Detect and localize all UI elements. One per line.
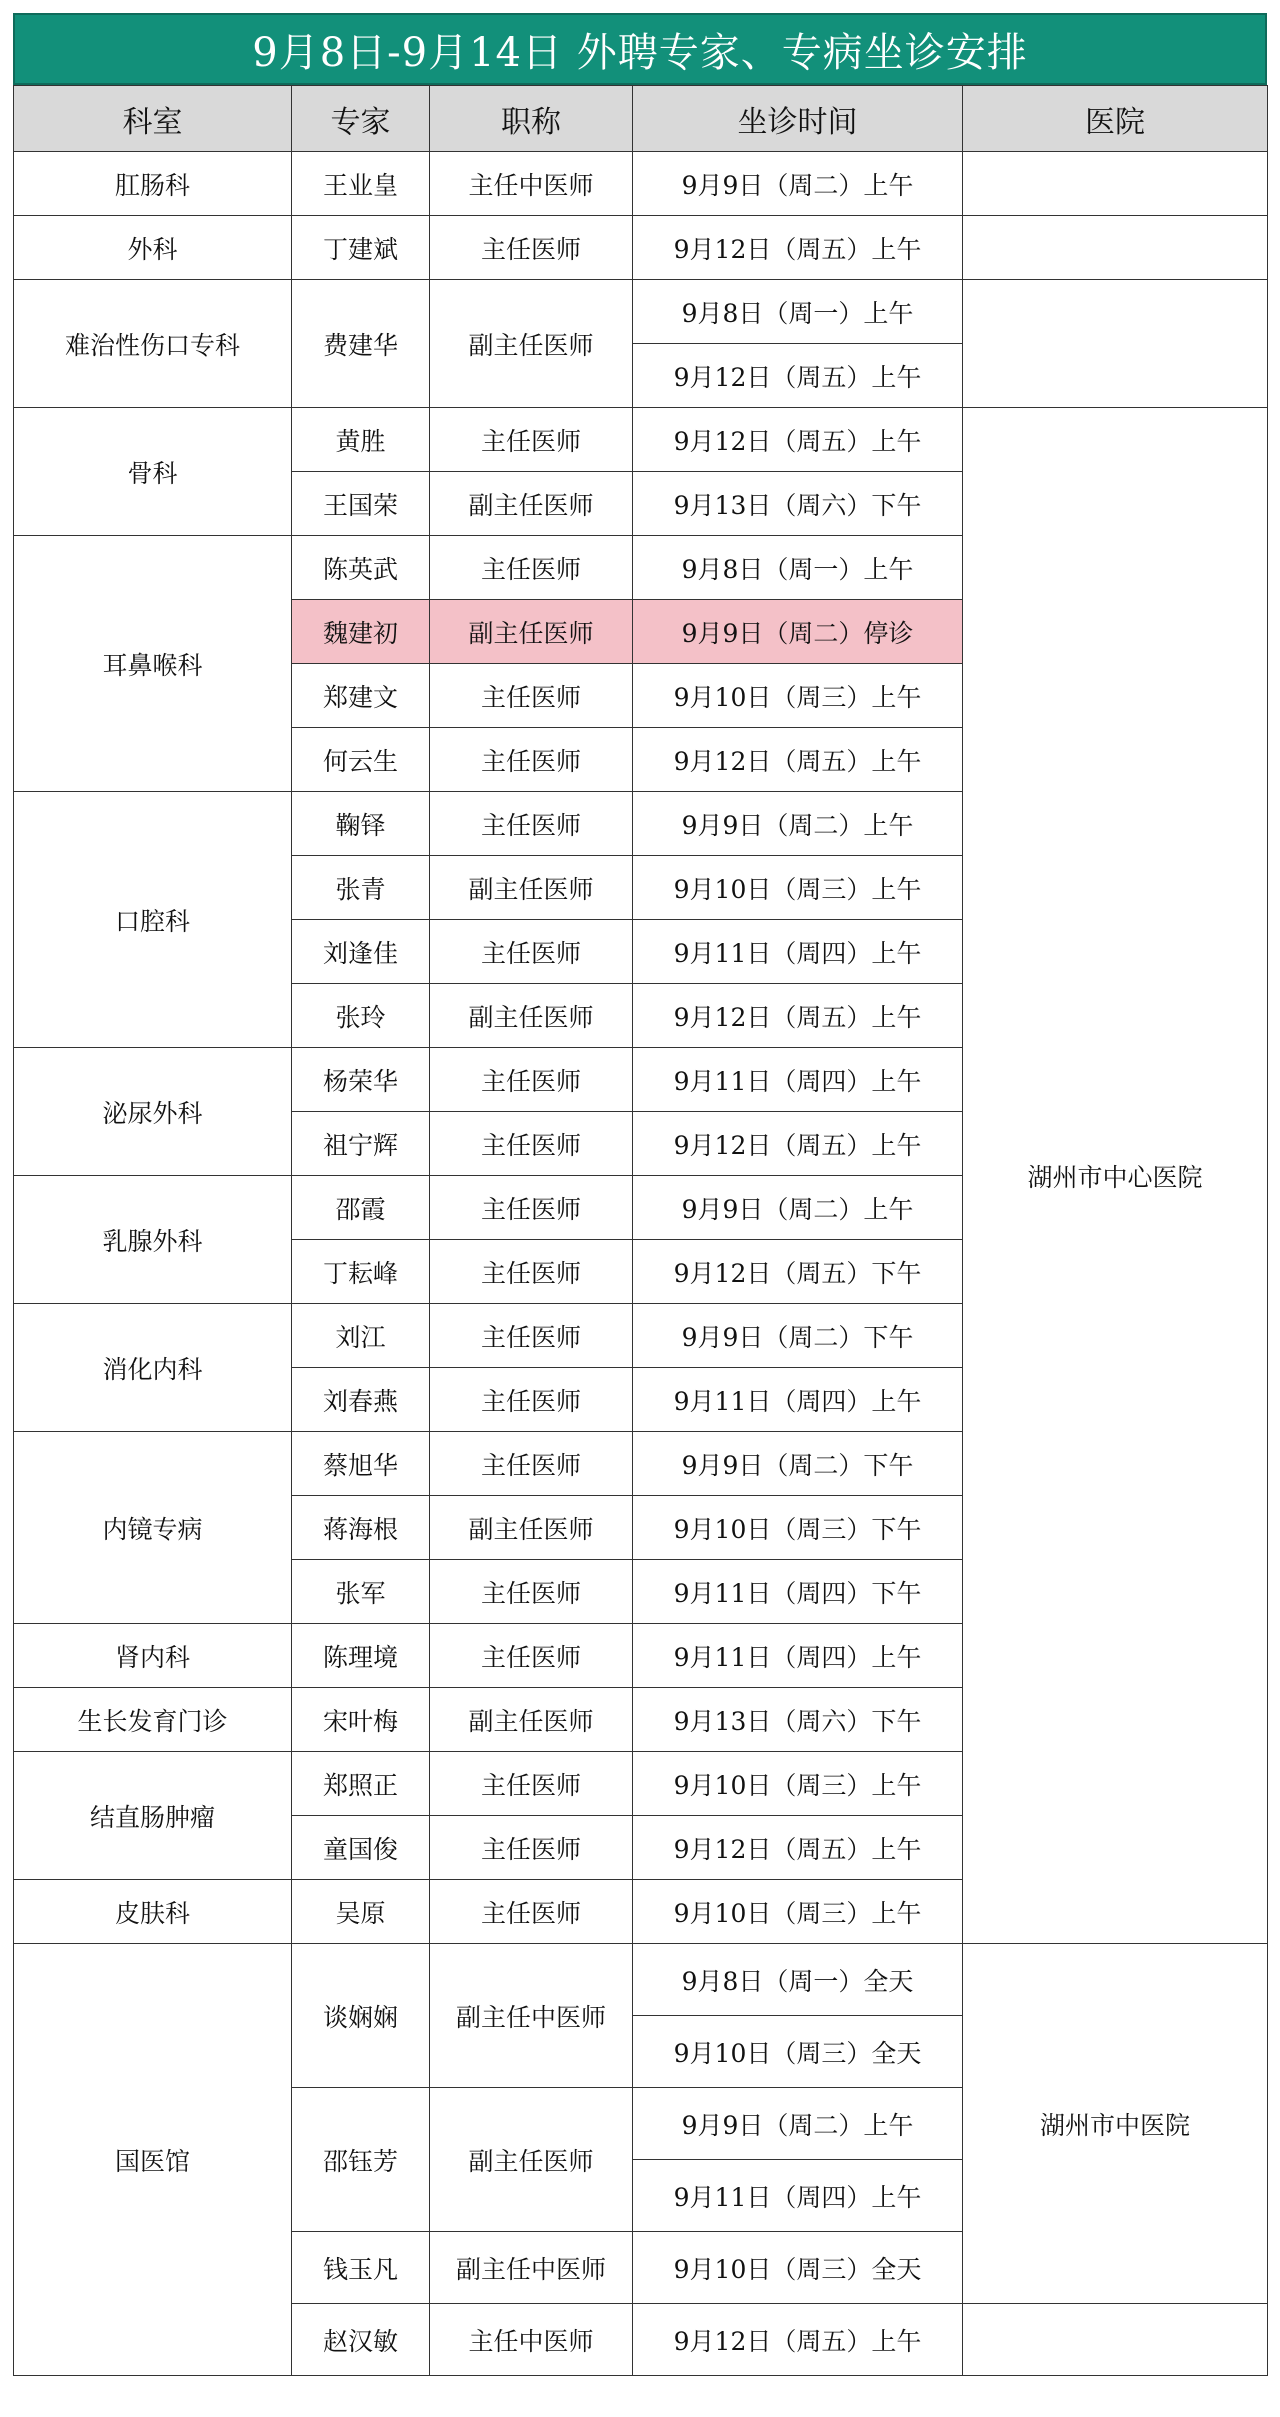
dept-cell: 肛肠科 xyxy=(14,152,292,216)
time-cell: 9月13日（周六）下午 xyxy=(633,472,963,536)
hospital-cell-empty xyxy=(963,152,1268,216)
dept-cell: 外科 xyxy=(14,216,292,280)
hospital-cell-empty xyxy=(963,280,1268,408)
expert-cell: 王业皇 xyxy=(292,152,430,216)
rank-cell: 主任医师 xyxy=(430,1624,633,1688)
expert-cell: 刘逢佳 xyxy=(292,920,430,984)
expert-cell: 蒋海根 xyxy=(292,1496,430,1560)
dept-cell: 生长发育门诊 xyxy=(14,1688,292,1752)
rank-cell: 副主任中医师 xyxy=(430,1944,633,2088)
time-cell: 9月9日（周二）停诊 xyxy=(633,600,963,664)
expert-cell: 张青 xyxy=(292,856,430,920)
header-hospital: 医院 xyxy=(963,86,1268,152)
time-cell: 9月9日（周二）上午 xyxy=(633,792,963,856)
rank-cell: 主任医师 xyxy=(430,1432,633,1496)
rank-cell: 副主任医师 xyxy=(430,984,633,1048)
dept-cell: 口腔科 xyxy=(14,792,292,1048)
dept-cell: 结直肠肿瘤 xyxy=(14,1752,292,1880)
header-time: 坐诊时间 xyxy=(633,86,963,152)
expert-cell: 蔡旭华 xyxy=(292,1432,430,1496)
time-cell: 9月10日（周三）上午 xyxy=(633,664,963,728)
rank-cell: 主任中医师 xyxy=(430,2304,633,2376)
time-cell: 9月8日（周一）上午 xyxy=(633,536,963,600)
time-cell: 9月11日（周四）上午 xyxy=(633,1048,963,1112)
expert-cell: 魏建初 xyxy=(292,600,430,664)
dept-cell: 消化内科 xyxy=(14,1304,292,1432)
rank-cell: 主任医师 xyxy=(430,1176,633,1240)
time-cell: 9月11日（周四）上午 xyxy=(633,1624,963,1688)
time-cell: 9月12日（周五）下午 xyxy=(633,1240,963,1304)
rank-cell: 主任医师 xyxy=(430,920,633,984)
time-cell: 9月13日（周六）下午 xyxy=(633,1688,963,1752)
table-row xyxy=(14,1944,1268,2016)
rank-cell: 副主任医师 xyxy=(430,1496,633,1560)
dept-cell: 皮肤科 xyxy=(14,1880,292,1944)
time-cell: 9月8日（周一）上午 xyxy=(633,280,963,344)
expert-cell: 鞠铎 xyxy=(292,792,430,856)
expert-cell: 张军 xyxy=(292,1560,430,1624)
expert-cell: 刘江 xyxy=(292,1304,430,1368)
rank-cell: 副主任医师 xyxy=(430,2088,633,2232)
expert-cell: 杨荣华 xyxy=(292,1048,430,1112)
expert-cell: 陈理境 xyxy=(292,1624,430,1688)
table-row xyxy=(14,408,1268,472)
hospital-cell-empty xyxy=(963,2304,1268,2376)
time-cell: 9月10日（周三）上午 xyxy=(633,1880,963,1944)
time-cell: 9月10日（周三）全天 xyxy=(633,2016,963,2088)
expert-cell: 祖宁辉 xyxy=(292,1112,430,1176)
time-cell: 9月12日（周五）上午 xyxy=(633,216,963,280)
rank-cell: 副主任医师 xyxy=(430,1688,633,1752)
dept-cell: 国医馆 xyxy=(14,1944,292,2376)
time-cell: 9月9日（周二）下午 xyxy=(633,1432,963,1496)
header-rank: 职称 xyxy=(430,86,633,152)
rank-cell: 副主任医师 xyxy=(430,472,633,536)
dept-cell: 乳腺外科 xyxy=(14,1176,292,1304)
dept-cell: 肾内科 xyxy=(14,1624,292,1688)
hospital-cell: 湖州市中心医院 xyxy=(963,408,1268,1944)
expert-cell: 郑照正 xyxy=(292,1752,430,1816)
rank-cell: 主任医师 xyxy=(430,536,633,600)
time-cell: 9月10日（周三）下午 xyxy=(633,1496,963,1560)
rank-cell: 主任医师 xyxy=(430,1368,633,1432)
rank-cell: 主任医师 xyxy=(430,216,633,280)
dept-cell: 耳鼻喉科 xyxy=(14,536,292,792)
dept-cell: 泌尿外科 xyxy=(14,1048,292,1176)
time-cell: 9月9日（周二）上午 xyxy=(633,1176,963,1240)
rank-cell: 主任医师 xyxy=(430,1560,633,1624)
time-cell: 9月12日（周五）上午 xyxy=(633,408,963,472)
rank-cell: 主任医师 xyxy=(430,1752,633,1816)
dept-cell: 骨科 xyxy=(14,408,292,536)
expert-cell: 谈娴娴 xyxy=(292,1944,430,2088)
expert-cell: 陈英武 xyxy=(292,536,430,600)
time-cell: 9月8日（周一）全天 xyxy=(633,1944,963,2016)
expert-cell: 费建华 xyxy=(292,280,430,408)
dept-cell: 内镜专病 xyxy=(14,1432,292,1624)
rank-cell: 主任医师 xyxy=(430,1816,633,1880)
schedule-sheet xyxy=(13,13,1267,2376)
time-cell: 9月12日（周五）上午 xyxy=(633,1112,963,1176)
page-title: 9月8日-9月14日 外聘专家、专病坐诊安排 xyxy=(13,13,1267,85)
rank-cell: 主任中医师 xyxy=(430,152,633,216)
expert-cell: 何云生 xyxy=(292,728,430,792)
rank-cell: 主任医师 xyxy=(430,1240,633,1304)
rank-cell: 主任医师 xyxy=(430,1112,633,1176)
time-cell: 9月10日（周三）上午 xyxy=(633,1752,963,1816)
rank-cell: 主任医师 xyxy=(430,1048,633,1112)
rank-cell: 主任医师 xyxy=(430,792,633,856)
table-row xyxy=(14,280,1268,344)
time-cell: 9月12日（周五）上午 xyxy=(633,728,963,792)
hospital-cell: 湖州市中医院 xyxy=(963,1944,1268,2304)
rank-cell: 主任医师 xyxy=(430,1880,633,1944)
time-cell: 9月9日（周二）上午 xyxy=(633,152,963,216)
time-cell: 9月9日（周二）上午 xyxy=(633,2088,963,2160)
expert-cell: 钱玉凡 xyxy=(292,2232,430,2304)
rank-cell: 副主任医师 xyxy=(430,856,633,920)
expert-cell: 刘春燕 xyxy=(292,1368,430,1432)
rank-cell: 副主任中医师 xyxy=(430,2232,633,2304)
time-cell: 9月11日（周四）上午 xyxy=(633,920,963,984)
rank-cell: 主任医师 xyxy=(430,408,633,472)
time-cell: 9月12日（周五）上午 xyxy=(633,344,963,408)
expert-cell: 黄胜 xyxy=(292,408,430,472)
expert-cell: 吴原 xyxy=(292,1880,430,1944)
time-cell: 9月10日（周三）上午 xyxy=(633,856,963,920)
rank-cell: 主任医师 xyxy=(430,728,633,792)
expert-cell: 童国俊 xyxy=(292,1816,430,1880)
table-row xyxy=(14,152,1268,216)
header-expert: 专家 xyxy=(292,86,430,152)
expert-cell: 王国荣 xyxy=(292,472,430,536)
time-cell: 9月10日（周三）全天 xyxy=(633,2232,963,2304)
time-cell: 9月12日（周五）上午 xyxy=(633,984,963,1048)
hospital-cell-empty xyxy=(963,216,1268,280)
dept-cell: 难治性伤口专科 xyxy=(14,280,292,408)
expert-cell: 丁耘峰 xyxy=(292,1240,430,1304)
schedule-table xyxy=(13,85,1268,2376)
rank-cell: 主任医师 xyxy=(430,1304,633,1368)
time-cell: 9月9日（周二）下午 xyxy=(633,1304,963,1368)
time-cell: 9月11日（周四）下午 xyxy=(633,1560,963,1624)
expert-cell: 丁建斌 xyxy=(292,216,430,280)
expert-cell: 邵霞 xyxy=(292,1176,430,1240)
time-cell: 9月11日（周四）上午 xyxy=(633,2160,963,2232)
expert-cell: 宋叶梅 xyxy=(292,1688,430,1752)
header-row xyxy=(14,86,1268,152)
time-cell: 9月11日（周四）上午 xyxy=(633,1368,963,1432)
expert-cell: 张玲 xyxy=(292,984,430,1048)
expert-cell: 赵汉敏 xyxy=(292,2304,430,2376)
header-dept: 科室 xyxy=(14,86,292,152)
rank-cell: 主任医师 xyxy=(430,664,633,728)
time-cell: 9月12日（周五）上午 xyxy=(633,1816,963,1880)
table-row xyxy=(14,216,1268,280)
rank-cell: 副主任医师 xyxy=(430,280,633,408)
rank-cell: 副主任医师 xyxy=(430,600,633,664)
expert-cell: 郑建文 xyxy=(292,664,430,728)
expert-cell: 邵钰芳 xyxy=(292,2088,430,2232)
time-cell: 9月12日（周五）上午 xyxy=(633,2304,963,2376)
